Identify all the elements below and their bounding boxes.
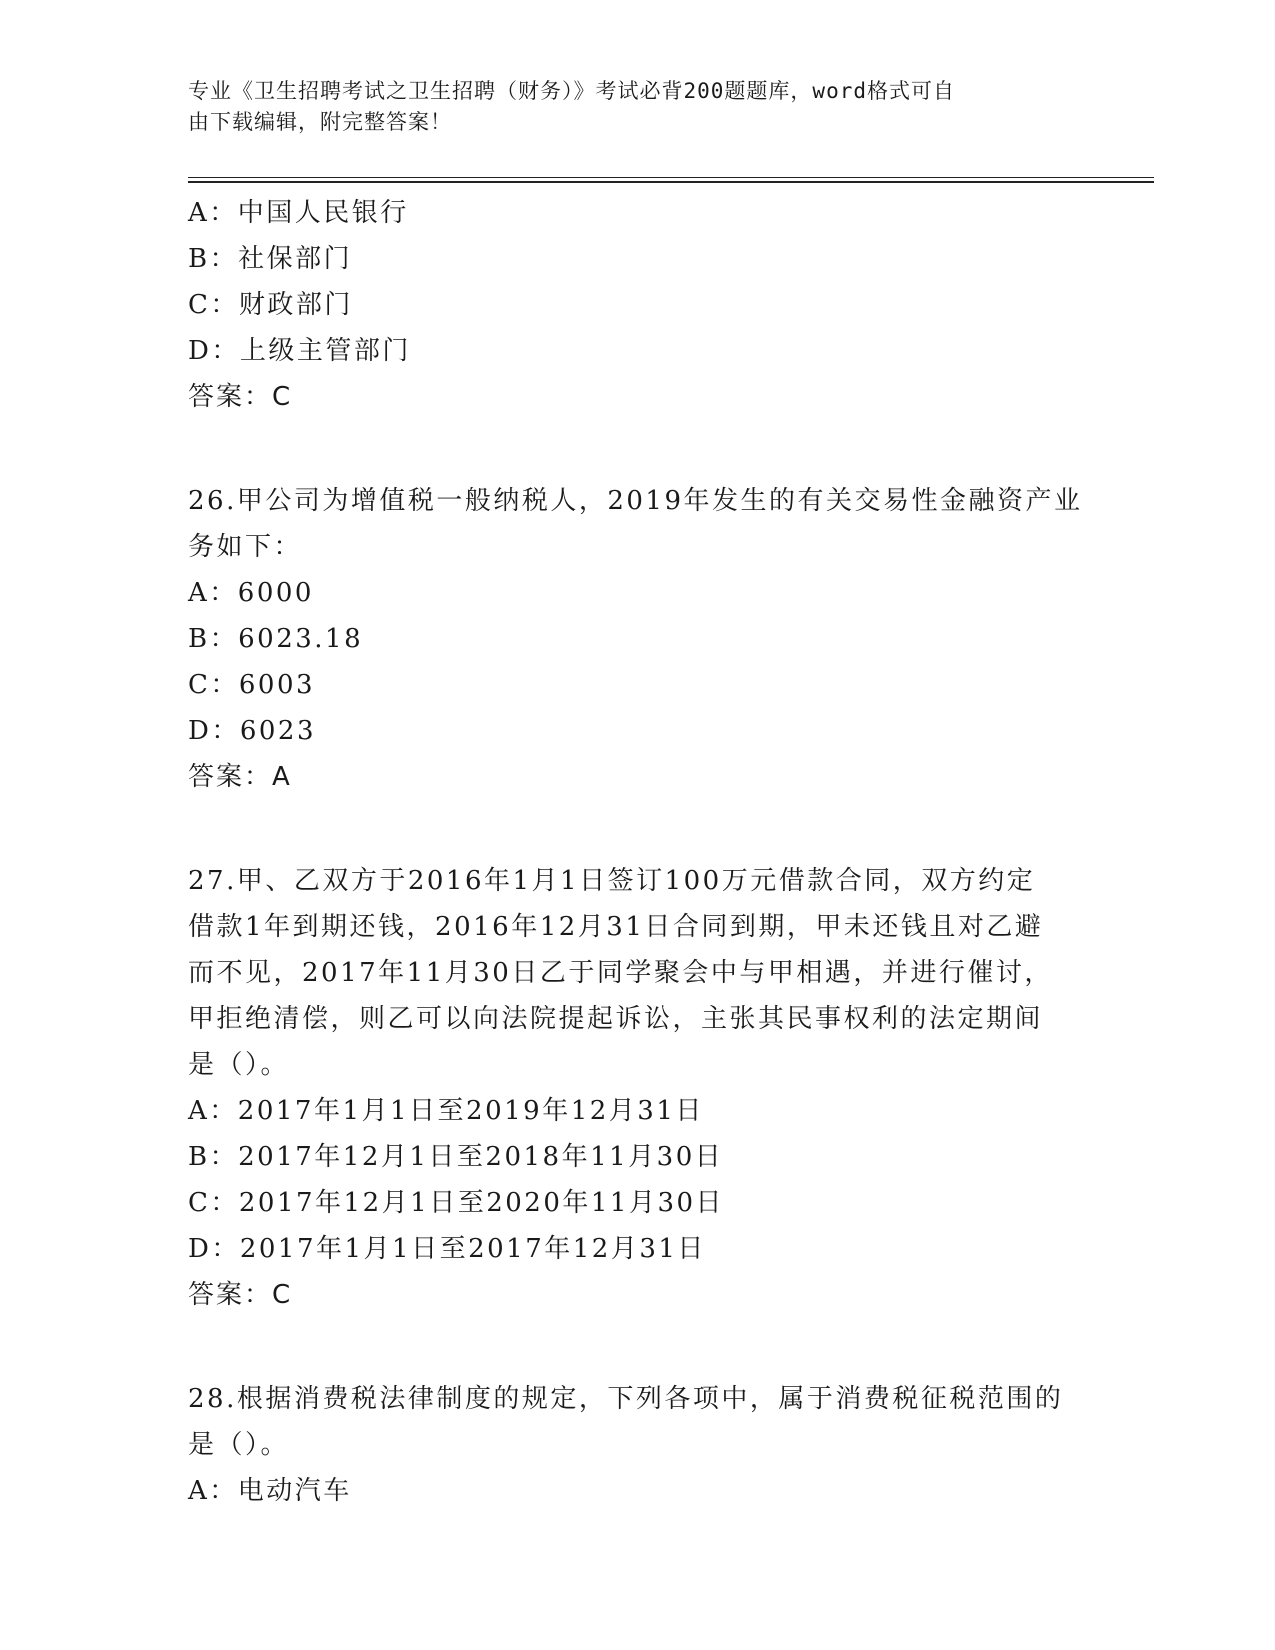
document-header bbox=[188, 76, 1068, 138]
header-rule-thick bbox=[188, 181, 1154, 183]
question-27 bbox=[188, 858, 1088, 1318]
question-text bbox=[188, 1376, 1088, 1468]
spacer bbox=[188, 466, 1088, 478]
question-text-line: 而不见，2017年11月30日乙于同学聚会中与甲相遇，并进行催讨， bbox=[188, 958, 1053, 988]
answer-line: 答案：A bbox=[188, 762, 292, 792]
question-text-line: 27.甲、乙双方于2016年1月1日签订100万元借款合同，双方约定 bbox=[188, 866, 1036, 896]
option-c: C：6003 bbox=[188, 670, 316, 700]
question-text-line: 26.甲公司为增值税一般纳税人，2019年发生的有关交易性金融资产业 bbox=[188, 486, 1083, 516]
question-text bbox=[188, 478, 1088, 570]
question-28 bbox=[188, 1376, 1088, 1514]
header-line-2: 由下载编辑，附完整答案！ bbox=[188, 110, 452, 134]
question-text-line: 务如下： bbox=[188, 532, 303, 562]
question-26 bbox=[188, 478, 1088, 800]
spacer bbox=[188, 1364, 1088, 1376]
option-a: A：2017年1月1日至2019年12月31日 bbox=[188, 1096, 704, 1126]
option-b: B：6023.18 bbox=[188, 624, 364, 654]
question-list bbox=[188, 190, 1088, 1514]
question-text-line: 是（）。 bbox=[188, 1430, 290, 1460]
spacer bbox=[188, 846, 1088, 858]
option-c: C：2017年12月1日至2020年11月30日 bbox=[188, 1188, 725, 1218]
spacer bbox=[188, 800, 1088, 846]
spacer bbox=[188, 1318, 1088, 1364]
answer-line: 答案：C bbox=[188, 1280, 293, 1310]
question-text-line: 甲拒绝清偿，则乙可以向法院提起诉讼，主张其民事权利的法定期间 bbox=[188, 1004, 1044, 1034]
question-25 bbox=[188, 190, 1088, 420]
question-text-line: 28.根据消费税法律制度的规定，下列各项中，属于消费税征税范围的 bbox=[188, 1384, 1064, 1414]
option-b: B：2017年12月1日至2018年11月30日 bbox=[188, 1142, 724, 1172]
header-rule-thin bbox=[188, 177, 1154, 178]
option-d: D：上级主管部门 bbox=[188, 336, 411, 366]
option-d: D：6023 bbox=[188, 716, 317, 746]
option-c: C：财政部门 bbox=[188, 290, 353, 320]
question-text-line: 是（）。 bbox=[188, 1050, 290, 1080]
option-a: A：电动汽车 bbox=[188, 1476, 352, 1506]
answer-line: 答案：C bbox=[188, 382, 293, 412]
question-text bbox=[188, 858, 1088, 1088]
header-line-1: 专业《卫生招聘考试之卫生招聘（财务）》考试必背200题题库，word格式可自 bbox=[188, 79, 955, 103]
option-b: B：社保部门 bbox=[188, 244, 353, 274]
option-d: D：2017年1月1日至2017年12月31日 bbox=[188, 1234, 706, 1264]
option-a: A：中国人民银行 bbox=[188, 198, 409, 228]
option-a: A：6000 bbox=[188, 578, 314, 608]
question-text-line: 借款1年到期还钱，2016年12月31日合同到期，甲未还钱且对乙避 bbox=[188, 912, 1044, 942]
spacer bbox=[188, 420, 1088, 466]
